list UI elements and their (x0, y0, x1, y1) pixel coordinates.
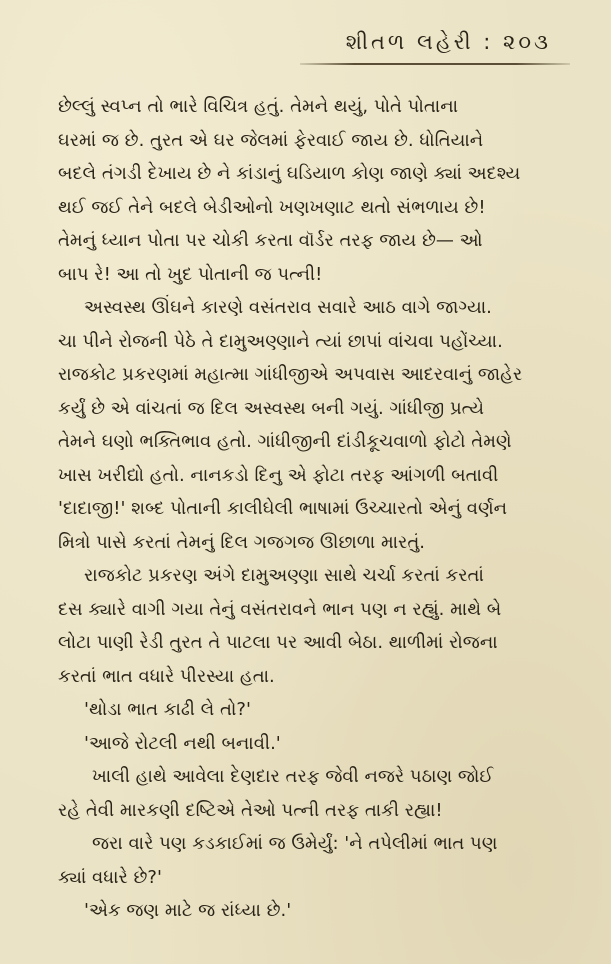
paragraph-first-line: અસ્વસ્થ ઊંઘને કારણે વસંતરાવ સવારે આઠ વાગે જાગ્યા. (84, 297, 492, 318)
text-line: રાજકોટ પ્રકરણમાં મહાત્મા ગાંધીજીએ અપવાસ આદરવાનું જાહેર (58, 364, 523, 385)
text-line: દસ ક્યારે વાગી ગયા તેનું વસંતરાવને ભાન પણ ન રહ્યું. માથે બે (58, 598, 502, 620)
text-line: રહે તેવી મારકણી દષ્ટિએ તેઓ પત્ની તરફ તાકી રહ્યા! (58, 799, 443, 821)
text-line: મિત્રો પાસે કરતાં તેમનું દિલ ગજગજ ઊછાળા મારતું. (58, 531, 426, 553)
text-line: થઈ જઈ તેને બદલે બેડીઓનો ખણખણાટ થતો સંભળાય છે! (58, 196, 486, 218)
text-line: ક્યાં વધારે છે?' (58, 866, 162, 888)
text-line: કર્યું છે એ વાંચતાં જ દિલ અસ્વસ્થ બની ગયું. ગાંધીજી પ્રત્યે (58, 397, 484, 419)
text-line: બદલે તંગડી દેખાય છે ને કાંડાનું ઘડિયાળ કોણ જાણે ક્યાં અદશ્ય (58, 163, 521, 184)
text-line: છેલ્લું સ્વપ્ન તો ભારે વિચિત્ર હતું. તેમને થયું, પોતે પોતાના (58, 96, 459, 117)
text-line: કરતાં ભાત વધારે પીરસ્યા હતા. (58, 665, 275, 687)
body-text (58, 90, 558, 928)
text-line: તેમનું ધ્યાન પોતા પર ચોકી કરતા વૉર્ડર તરફ જાય છે— ઓ (58, 230, 483, 251)
paragraph-first-line: રાજકોટ પ્રકરણ અંગે દામુઅણ્ણા સાથે ચર્ચા કરતાં કરતાં (84, 565, 484, 586)
paragraph-first-line: જરા વારે પણ કડકાઈમાં જ ઉમેર્યું: 'ને તપેલીમાં ભાત પણ (92, 833, 498, 854)
text-line: બાપ રે! આ તો ખુદ પોતાની જ પત્ની! (58, 263, 323, 285)
text-line: ચા પીને રોજની પેઠે તે દામુઅણ્ણાને ત્યાં છાપાં વાંચવા પહોંચ્યા. (58, 330, 503, 352)
text-line: ઘરમાં જ છે. તુરત એ ઘર જેલમાં ફેરવાઈ જાય છે. ધોતિયાને (58, 129, 484, 151)
paragraph-first-line: ખાલી હાથે આવેલા દેણદાર તરફ જેવી નજરે પઠાણ જોઈ (92, 766, 494, 787)
dialogue-line: 'એક જણ માટે જ રાંધ્યા છે.' (84, 900, 292, 921)
text-line: તેમને ઘણો ભક્તિભાવ હતો. ગાંધીજીની દાંડીકૂચવાળો ફોટો તેમણે (58, 431, 512, 452)
running-head: શીતળ લહેરી : ૨૦૩ (345, 30, 551, 54)
text-line: 'દાદાજી!' શબ્દ પોતાની કાલીઘેલી ભાષામાં ઉચ્ચારતો એનું વર્ણન (58, 498, 508, 519)
dialogue-line: 'આજે રોટલી નથી બનાવી.' (84, 732, 281, 754)
dialogue-line: 'થોડા ભાત કાઢી લે તો?' (84, 699, 251, 720)
text-line: લોટા પાણી રેડી તુરત તે પાટલા પર આવી બેઠા. થાળીમાં રોજના (58, 632, 498, 653)
header-rule (300, 63, 570, 65)
text-line: ખાસ ખરીદ્યો હતો. નાનકડો દિનુ એ ફોટા તરફ આંગળી બતાવી (58, 464, 499, 486)
